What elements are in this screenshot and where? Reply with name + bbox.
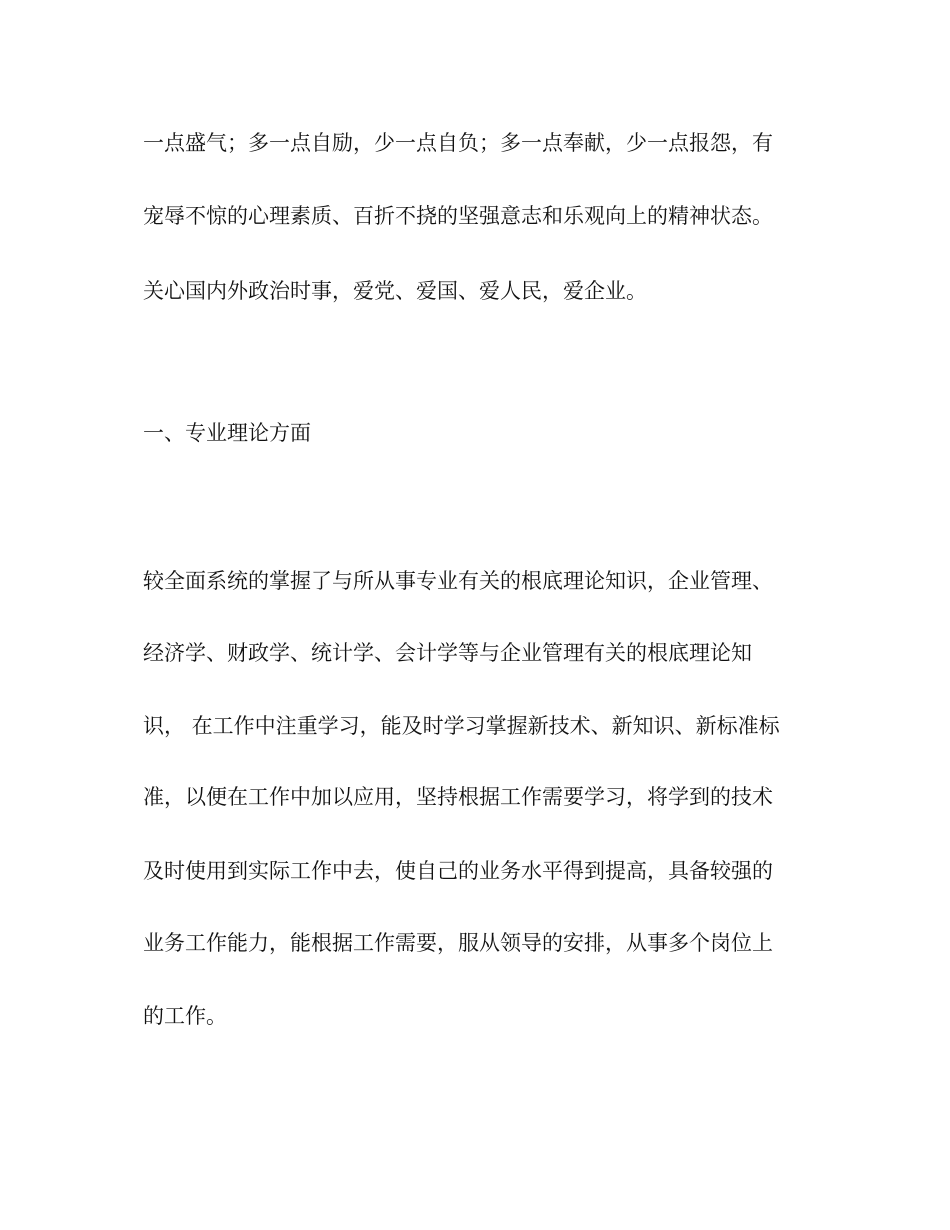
section-heading: 一、专业理论方面 bbox=[143, 421, 311, 445]
paragraph-2-line-6: 业务工作能力，能根据工作需要，服从领导的安排，从事多个岗位上 bbox=[143, 931, 773, 955]
paragraph-2-line-1: 较全面系统的掌握了与所从事专业有关的根底理论知识，企业管理、 bbox=[143, 569, 773, 593]
paragraph-2-line-7: 的工作。 bbox=[143, 1004, 227, 1028]
paragraph-1-line-2: 宠辱不惊的心理素质、百折不挠的坚强意志和乐观向上的精神状态。 bbox=[143, 204, 773, 228]
paragraph-2-line-5: 及时使用到实际工作中去，使自己的业务水平得到提高，具备较强的 bbox=[143, 859, 773, 883]
paragraph-2-line-2: 经济学、财政学、统计学、会计学等与企业管理有关的根底理论知 bbox=[143, 641, 752, 665]
paragraph-2-line-4: 准，以便在工作中加以应用，坚持根据工作需要学习，将学到的技术 bbox=[143, 785, 773, 809]
paragraph-2-line-3: 识， 在工作中注重学习，能及时学习掌握新技术、新知识、新标准标 bbox=[143, 714, 780, 738]
paragraph-1-line-3: 关心国内外政治时事，爱党、爱国、爱人民，爱企业。 bbox=[143, 279, 647, 303]
paragraph-1-line-1: 一点盛气；多一点自励，少一点自负；多一点奉献，少一点报怨，有 bbox=[143, 131, 773, 155]
